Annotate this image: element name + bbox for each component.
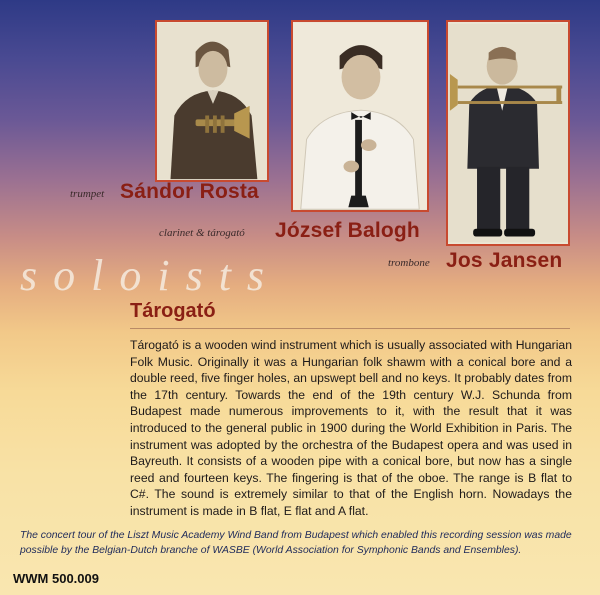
article-body: Tárogató is a wooden wind instrument which is usually associated with Hungarian Folk Music. Originally it was a Hungarian folk shawm with a conical bore and a double reed, five finger holes, an upswept bell and no keys. It probably dates from the 17th century. Towards the end of the 19th century W.J. Schunda from Budapest made numerous improvements to it, with the result that it was introduced to the general public in 1900 during the World Exhibition in Paris. The instrument was adopted by the orchestra of the Budapest opera and was used in Bayreuth. It consists of a wooden pipe with a conical bore, but now has a single reed and fourteen keys. The fingering is that of the oboe. The range is B flat to C#. The sound is extremely similar to that of the English horn. Nowadays the instrument is made in B flat, E flat and A flat. <box>130 338 572 518</box>
heading-divider <box>130 328 570 329</box>
credit-note: The concert tour of the Liszt Music Academy Wind Band from Budapest which enabled this recording session was made possible by the Belgian-Dutch branche of WASBE (World Association for Symphonic Bands and Ensembles). <box>20 530 572 556</box>
role-label: clarinet & tárogató <box>159 227 245 239</box>
photo-jos-jansen <box>446 20 570 246</box>
role-label: trumpet <box>70 188 105 200</box>
section-title: soloists <box>20 251 281 300</box>
soloist-name: Jos Jansen <box>446 249 563 272</box>
photo-sandor-rosta <box>155 20 269 182</box>
soloist-name: József Balogh <box>275 219 420 242</box>
clarinet-player-portrait <box>293 22 427 210</box>
soloist-name: Sándor Rosta <box>120 180 259 203</box>
catalog-number: WWM 500.009 <box>13 571 99 586</box>
trumpet-player-portrait <box>157 22 267 180</box>
role-label: trombone <box>388 257 430 269</box>
photo-jozsef-balogh <box>291 20 429 212</box>
trombone-player-portrait <box>448 22 568 244</box>
article-heading: Tárogató <box>130 300 216 322</box>
